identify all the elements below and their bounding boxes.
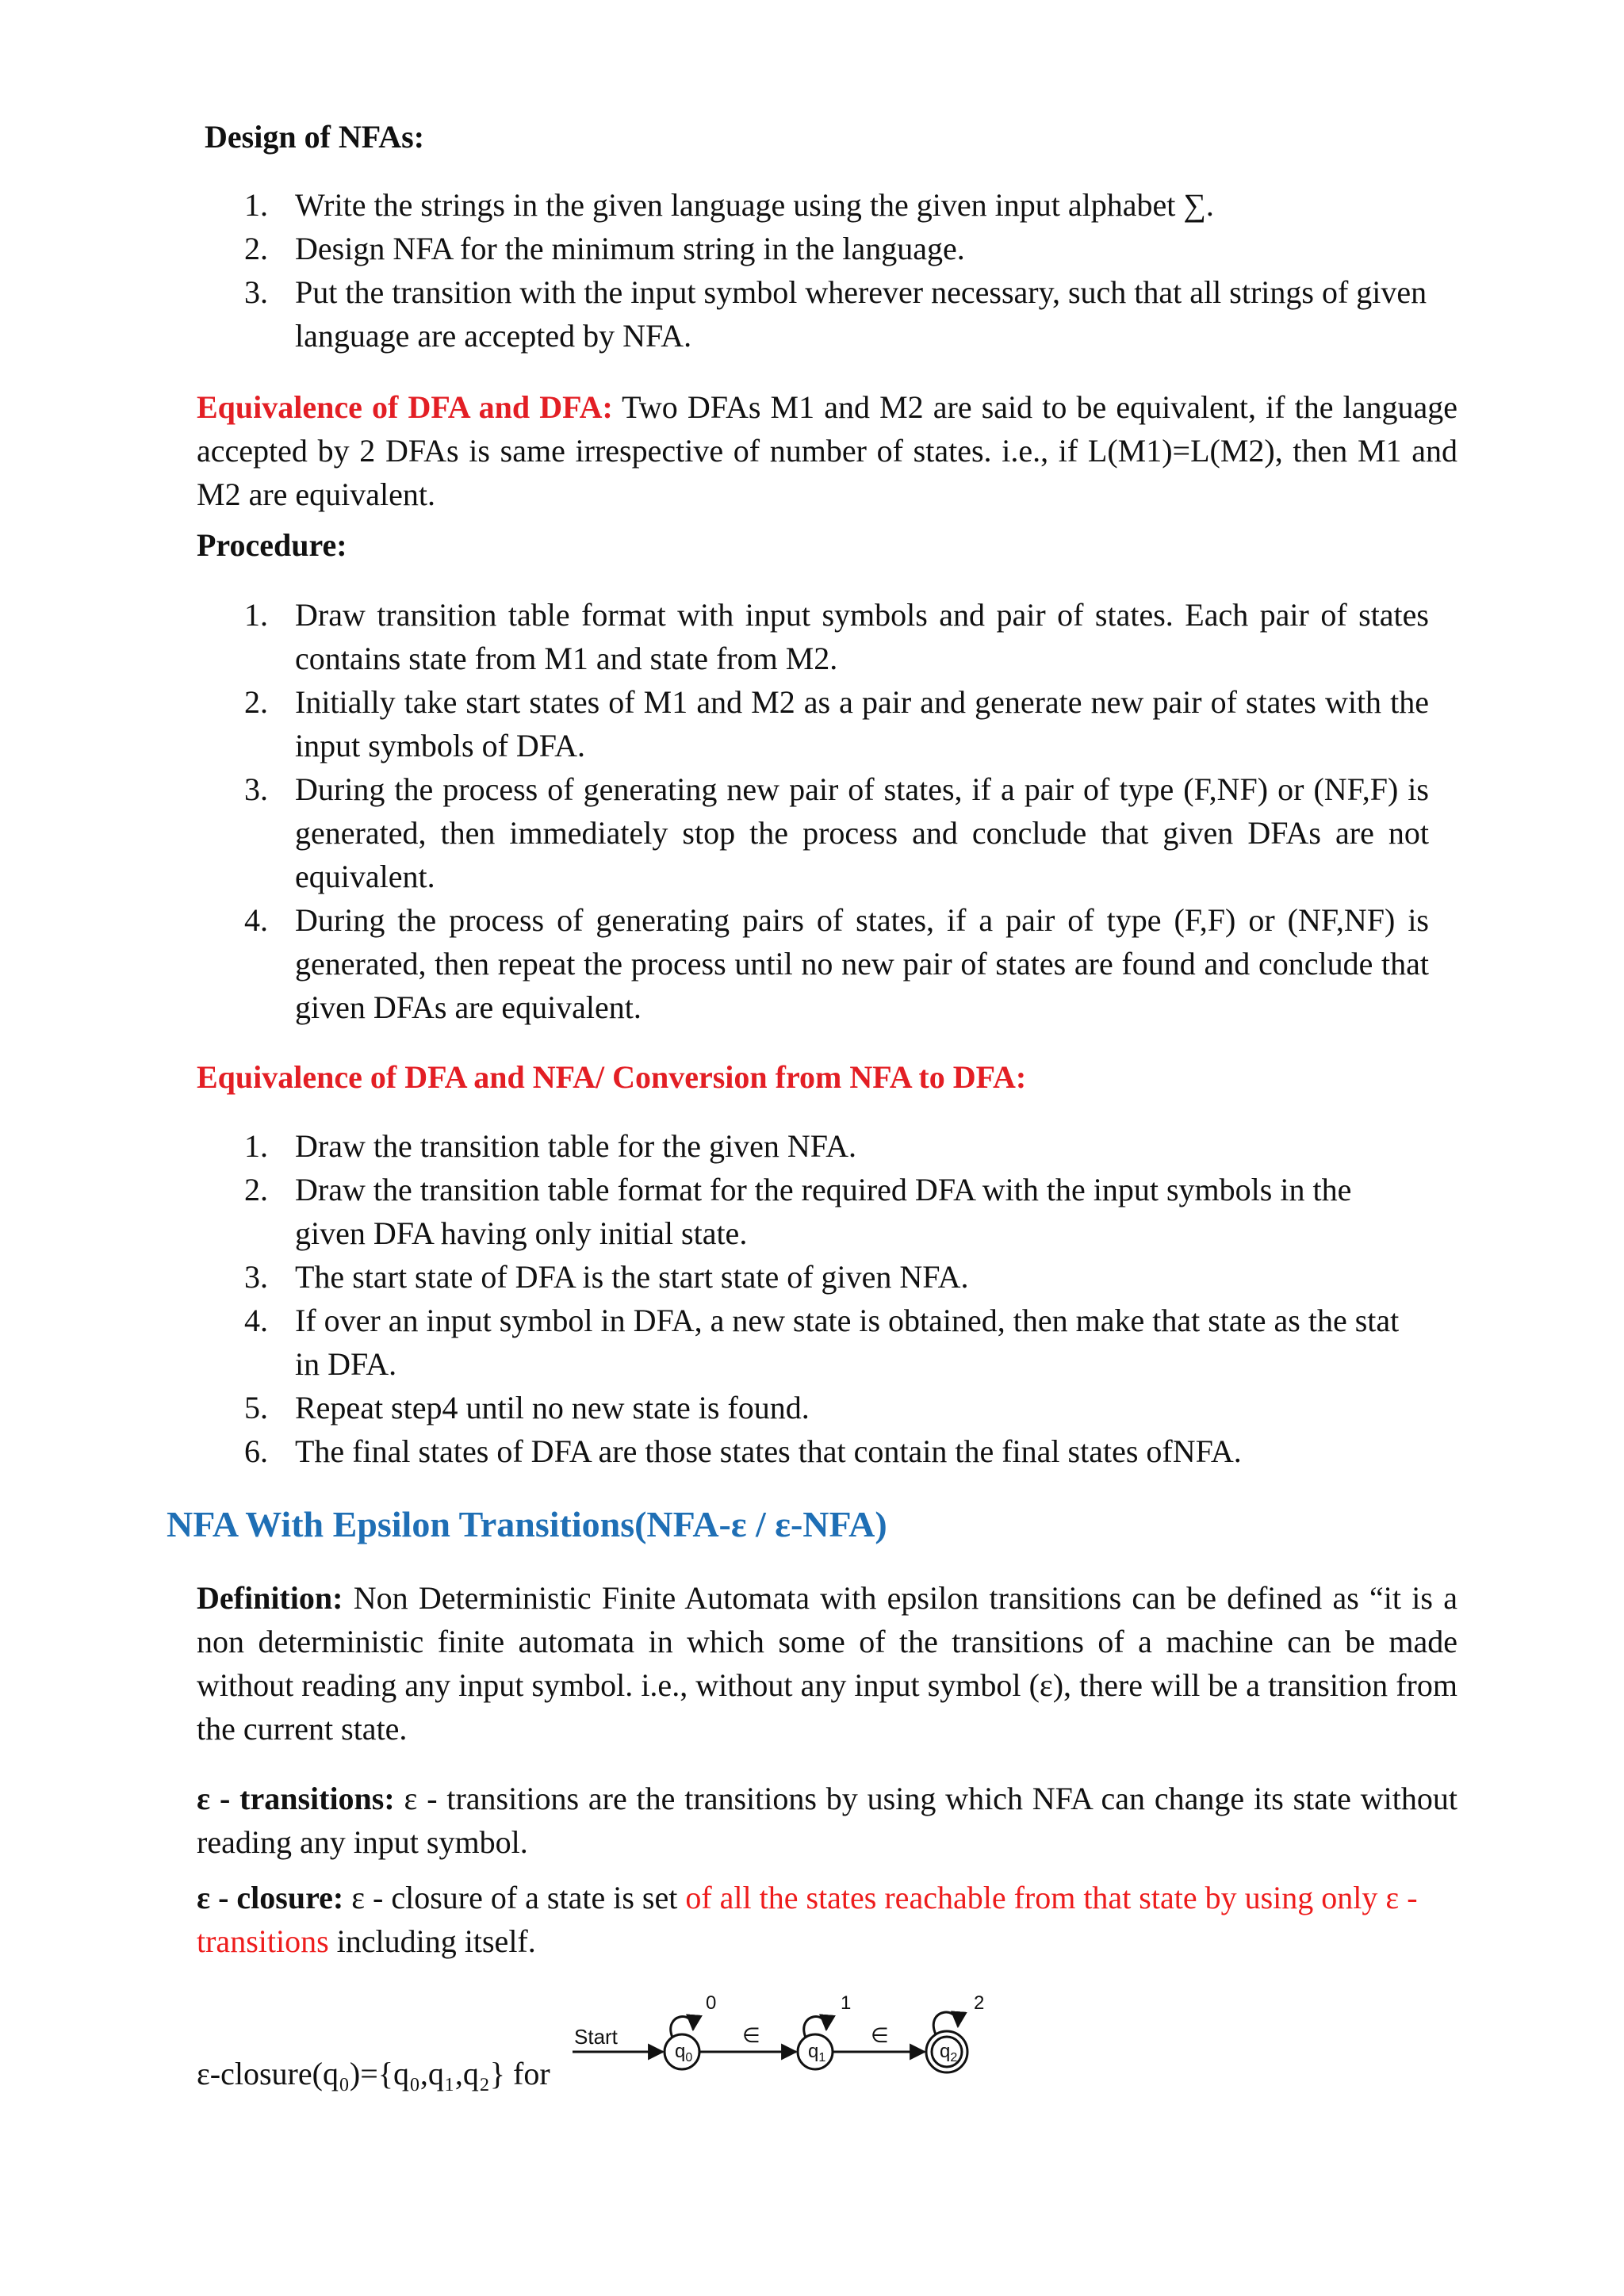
- svg-text:q0: $q_0$: [675, 2041, 693, 2064]
- design-nfa-steps: [197, 183, 1457, 358]
- loop-label-q0: 0: [706, 1992, 717, 2014]
- dfa-equivalence-body: Two DFAs M1 and M2 are said to be equivalent, if the language accepted by 2 DFAs is same irrespective of number of states. i.e., if L(M1)=L(M2), then M1 and M2 are equivalent.: [197, 389, 1458, 512]
- closure-example-text: ε-closure(q₀)={q₀,q₁,q₂} for: [197, 2056, 550, 2091]
- state-q0: [665, 1992, 716, 2069]
- list-item: 6. The final states of DFA are those states that contain the final states ofNFA.: [244, 1433, 1242, 1469]
- list-item: 3. Put the transition with the input symbol wherever necessary, such that all strings of given language are accepted by NFA.: [244, 274, 1427, 354]
- definition-label: Definition:: [197, 1580, 343, 1616]
- list-item: 2. Initially take start states of M1 and M2 as a pair and generate new pair of states with the input symbols of DFA.: [244, 684, 1429, 763]
- nfa-to-dfa-heading: Equivalence of DFA and NFA/ Conversion from NFA to DFA:: [197, 1059, 1027, 1095]
- edge-label-q0-q1: ∈: [742, 2023, 760, 2047]
- start-label: Start: [574, 2025, 618, 2049]
- state-q1: [798, 1992, 851, 2069]
- nfa-to-dfa-steps: [197, 1124, 1429, 1473]
- list-item: 1. Draw transition table format with input symbols and pair of states. Each pair of states contains state from M1 and state from M2.: [244, 597, 1429, 676]
- epsilon-closure-paragraph: [197, 1876, 1457, 1963]
- epsilon-nfa-diagram: [555, 1982, 999, 2101]
- list-item: 3. The start state of DFA is the start state of given NFA.: [244, 1259, 969, 1295]
- procedure-steps: [197, 593, 1429, 1029]
- epsilon-transitions-label: ε - transitions:: [197, 1781, 395, 1816]
- loop-label-q2: 2: [974, 1992, 985, 2014]
- list-item: 3. During the process of generating new pair of states, if a pair of type (F,NF) or (NF,F) is generated, then immediately stop the process and conclude that given DFAs are not equivalent.: [244, 771, 1429, 894]
- list-item: 1. Write the strings in the given language using the given input alphabet ∑.: [244, 187, 1214, 223]
- epsilon-transitions-text: ε - transitions are the transitions by using which NFA can change its state without reading any input symbol.: [197, 1781, 1457, 1860]
- svg-text:q2: $q_2$: [940, 2041, 958, 2064]
- epsilon-closure-label: ε - closure:: [197, 1880, 344, 1915]
- epsilon-closure-highlight: of all the states reachable from that state by using only ε - transitions: [197, 1880, 1418, 1959]
- loop-label-q1: 1: [841, 1992, 852, 2014]
- edge-label-q1-q2: ∈: [871, 2023, 889, 2047]
- list-item: 4. If over an input symbol in DFA, a new state is obtained, then make that state as the stat in DFA.: [244, 1303, 1400, 1382]
- list-item: 5. Repeat step4 until no new state is found.: [244, 1390, 810, 1425]
- state-q2-final: [926, 1992, 984, 2072]
- epsilon-section-heading: NFA With Epsilon Transitions(NFA-ε / ε-NFA): [167, 1504, 887, 1544]
- epsilon-closure-text-end: including itself.: [328, 1923, 536, 1959]
- definition-paragraph: [197, 1576, 1457, 1751]
- list-item: 4. During the process of generating pairs of states, if a pair of type (F,F) or (NF,NF) is generated, then repeat the process until no new pair of states are found and conclude that given DFAs are equivalent.: [244, 902, 1429, 1025]
- dfa-equivalence-title: Equivalence of DFA and DFA:: [197, 389, 613, 425]
- procedure-heading: Procedure:: [197, 527, 347, 563]
- list-item: 1. Draw the transition table for the given NFA.: [244, 1128, 856, 1164]
- dfa-equivalence-paragraph: [197, 385, 1457, 516]
- design-nfa-heading: Design of NFAs:: [205, 119, 425, 155]
- epsilon-transitions-paragraph: [197, 1777, 1457, 1864]
- epsilon-closure-text: ε - closure of a state is set: [343, 1880, 686, 1915]
- list-item: 2. Design NFA for the minimum string in the language.: [244, 231, 965, 266]
- definition-text: Non Deterministic Finite Automata with epsilon transitions can be defined as “it is a non deterministic finite automata in which some of the transitions of a machine can be made without reading any input symbol. i.e., without any input symbol (ε), there will be a transition from the current state.: [197, 1580, 1457, 1747]
- svg-text:q1: $q_1$: [808, 2041, 826, 2064]
- list-item: 2. Draw the transition table format for the required DFA with the input symbols in the given DFA having only initial state.: [244, 1172, 1352, 1251]
